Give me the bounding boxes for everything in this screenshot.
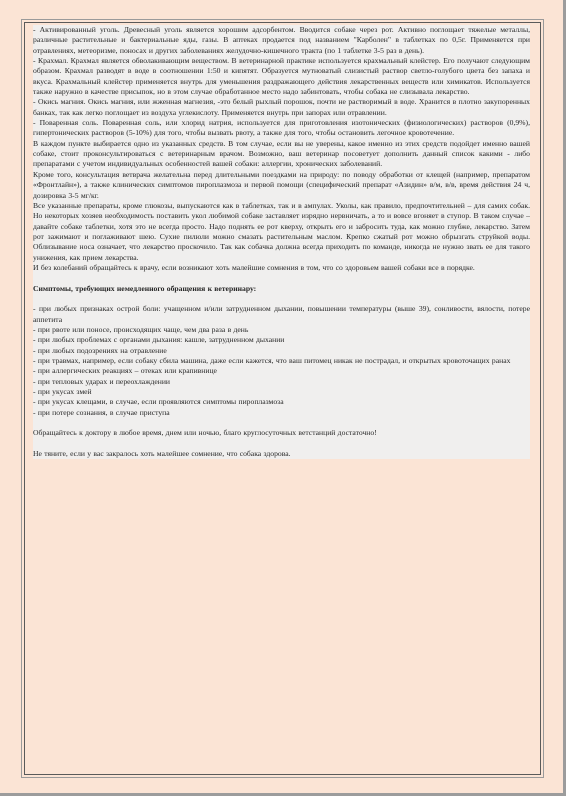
list-item: - при аллергических реакциях – отеках или крапивнице [33,366,217,376]
page-border-frame [24,22,541,775]
spacer [33,273,530,283]
symptoms-heading: Симптомы, требующих немедленного обращения к ветеринару: [33,283,257,293]
paragraph-starch: - Крахмал. Крахмал является обволакивающим веществом. В ветеринарной практике используется крахмальный клейстер. Его получают следующим образом. Крахмал разводят в воде в соотношении 1:50 и кипятят. Образуется мутноватый слизистый раствор светло-голубого цвета без запаха и вкуса. Крахмальный клейстер применяется внутрь для уменьшения раздражающего действия лекарственных веществ или химикатов. Используется также наружно в качестве присыпок, но в этом случае обработанное место надо забинтовать, чтобы собака не слизывала лекарство. [33,56,530,97]
list-item: - при любых проблемах с органами дыхания: кашле, затрудненном дыхании [33,335,285,345]
list-item: - при укусах змей [33,387,92,397]
paragraph-pills-injections: Все указанные препараты, кроме глюкозы, выпускаются как в таблетках, так и в ампулах. Уколы, как правило, предпочтительней – для самих собак. Но некоторых хозяев необходимость поставить укол любимой собаке заставляет изрядно нервничать, а то и вовсе вгоняет в ступор. В таком случае – давайте собаке таблетки, хотя это не всегда просто. Надо поднять ее рот кверху, открыть его и забросить туда, как можно глубже, лекарство. Затем рот зажимают и поглаживают шею. Сухие пилюли можно смазать растительным маслом. Крепко сжатый рот можно обрызгать струйкой воды. Облизывание носа означает, что лекарство проскочило. Так как собачка должна всегда приходить по команде, никогда не нужно звать ее для такого унижения, как прием лекарства. [33,200,530,262]
list-item: - при рвоте или поносе, происходящих чаще, чем два раза в день [33,324,249,334]
spacer [33,294,530,304]
paragraph-consultation: Кроме того, консультация ветврача желательна перед длительными поездками на природу: по поводу обработки от клещей (например, препаратом «Фронтлайн»), а также клинических симптомов пироплазмоза и первой помощи (специфический препарат «Азидин» в/м, в/в, время действия 24 ч, дозировка 3-5 мг/кг. [33,169,530,200]
paragraph-activated-charcoal: - Активированный уголь. Древесный уголь является хорошим адсорбентом. Вводится собаке через рот. Активно поглощает тяжелые металлы, различные растительные и бактериальные яды, газы. В аптеках продается под названием "Карболен" в таблетках по 0,5г. Применяется при отравлениях, метеоризме, поносах и других заболеваниях желудочно-кишечного тракта (по 1 таблетке 3-5 раз в день). [33,25,530,55]
spacer [33,439,530,449]
list-item: - при укусах клещами, в случае, если проявляются симптомы пироплазмоза [33,397,284,407]
paragraph-doubts: И без колебаний обращайтесь к врачу, если возникают хоть малейшие сомнения в том, что со здоровьем вашей собаки все в порядке. [33,262,475,272]
paragraph-table-salt: - Поваренная соль. Поваренная соль, или хлорид натрия, используется для приготовления изотонических (физиологических) растворов (0,9%), гипертонических растворов (5-10%) для того, чтобы вызвать рвоту, а также для того, чтобы остановить легочное кровотечение. [33,118,530,138]
list-item: - при любых признаках острой боли: учащенном и/или затрудненном дыхании, повышении температуры (выше 39), сонливости, вялости, потере аппетита [33,304,530,324]
document-text-block [33,25,530,459]
closing-advice-1: Обращайтесь к доктору в любое время, днем или ночью, благо круглосуточных ветстанций достаточно! [33,428,377,438]
spacer [33,418,530,428]
paragraph-choose-remedy: В каждом пункте выбирается одно из указанных средств. В том случае, если вы не уверены, какое именно из этих средств подойдет именно вашей собаке, стоит проконсультироваться с ветеринарным врачом. Возможно, ваш ветеринар посоветует дополнить данный список какими - либо препаратами с учетом индивидуальных особенностей вашей собаки: аллергии, хронических заболеваний. [33,138,530,169]
list-item: - при тепловых ударах и переохлаждении [33,376,171,386]
list-item: - при травмах, например, если собаку сбила машина, даже если кажется, что ваш питомец никак не пострадал, и открытых кровоточащих ранах [33,356,511,365]
paragraph-magnesium-oxide: - Окись магния. Окись магния, или жженная магнезия, -это белый рыхлый порошок, почти не растворимый в воде. Хранится в плотно закупоренных банках, так как легко поглощает из воздуха углекислоту. Применяется внутрь при запорах или отравлении. [33,97,530,117]
closing-advice-2: Не тяните, если у вас закралось хоть малейшее сомнение, что собака здорова. [33,449,291,459]
list-item: - при любых подозрениях на отравление [33,345,167,355]
list-item: - при потере сознания, в случае приступа [33,407,170,417]
